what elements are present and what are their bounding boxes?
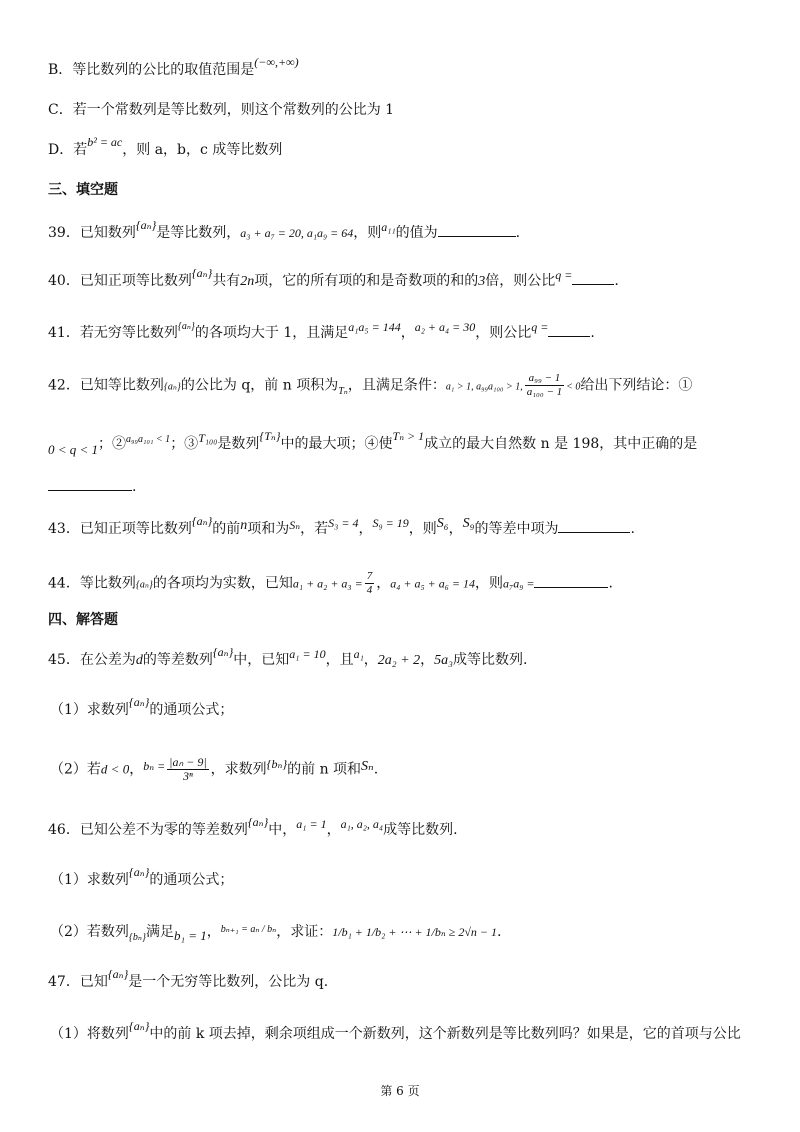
math-expr: (−∞,+∞) (254, 55, 299, 69)
math-expr: {aₙ} (135, 218, 157, 232)
question-number: 41． (48, 325, 80, 341)
text: ， (358, 521, 373, 537)
question-47 (48, 967, 760, 992)
math-expr: {aₙ} (163, 381, 181, 393)
math-expr: {aₙ} (128, 865, 150, 879)
math-expr: 0 < q < 1 (48, 442, 99, 457)
text: 的等差数列 (142, 652, 213, 668)
option-text: 若 (73, 142, 88, 158)
question-number: 44． (48, 575, 80, 592)
math-expr: a₄ + a₅ + a₆ = 14 (390, 576, 476, 591)
question-46-part-1 (50, 865, 760, 890)
text: . (590, 325, 595, 341)
text: （1）将数列 (50, 1026, 129, 1042)
math-expr: bₙ = (143, 758, 166, 773)
answer-blank[interactable] (438, 222, 516, 237)
text: 成等比数列. (383, 822, 458, 838)
math-expr: Sₙ (289, 518, 301, 532)
text: 共有 (212, 273, 241, 289)
math-expr: a₁ > 1, a₉₉a₁₀₀ > 1, (445, 381, 523, 393)
math-expr: 2n (240, 274, 255, 289)
math-expr: {aₙ} (107, 967, 129, 981)
text: ， (206, 924, 221, 940)
text: 中的前 k 项去掉，剩余项组成一个新数列，这个新数列是等比数列吗？如果是，它的首项与公比 (149, 1026, 741, 1042)
text: 在公差为 (79, 652, 136, 668)
math-expr: bₙ₊₁ = aₙ / bₙ (220, 924, 277, 935)
text: 等比数列 (79, 575, 136, 592)
text: 中，已知 (233, 652, 290, 668)
text: ， (420, 652, 435, 668)
text: 给出下列结论：① (580, 377, 693, 394)
page-footer: 第 6 页 (380, 1084, 420, 1098)
text: 是等比数列， (156, 225, 241, 241)
text: 的等差中项为 (474, 521, 559, 537)
answer-blank[interactable] (48, 476, 132, 491)
question-46-part-2 (50, 922, 760, 944)
text: 的各项均大于 1，且满足 (194, 325, 349, 341)
math-expr: 2a₂ + 2 (377, 653, 421, 668)
text: 是一个无穷等比数列，公比为 q. (128, 974, 329, 990)
math-expr: S₆ (436, 516, 449, 531)
text: 已知等比数列 (79, 377, 164, 394)
math-expr: {aₙ} (177, 321, 195, 332)
text: 的公比为 q，前 n 项积为 (180, 377, 339, 394)
text: ， (363, 652, 378, 668)
question-45-part-2 (50, 756, 760, 783)
text: ， (400, 325, 415, 341)
text: 成等比数列. (452, 652, 528, 668)
question-40 (48, 266, 760, 292)
math-expr: a₇a₉ = (503, 576, 535, 591)
section-heading: 四、解答题 (48, 612, 118, 628)
math-expr: q = (531, 320, 549, 334)
text: （2）若数列 (50, 924, 129, 940)
fraction-denominator: 4 (366, 584, 373, 596)
question-47-part-1 (50, 1019, 760, 1044)
fraction (167, 756, 208, 783)
text: . (497, 924, 502, 940)
math-expr: a₁ = 1 (296, 817, 327, 831)
option-text: ，则 a，b，c 成等比数列 (122, 142, 283, 158)
option-c (48, 100, 760, 120)
answer-blank[interactable] (548, 322, 590, 337)
text: ，若 (300, 521, 329, 537)
text: . (614, 273, 619, 289)
math-expr: a₉₉a₁₀₁ < 1 (126, 434, 171, 445)
question-number: 47． (48, 974, 80, 990)
math-expr: {aₙ} (247, 815, 269, 829)
question-number: 40． (48, 273, 80, 289)
math-expr: 5a₃ (434, 653, 453, 668)
fraction (525, 372, 564, 399)
math-expr: < 0 (566, 381, 581, 393)
question-41 (48, 322, 760, 345)
math-expr: 1/b₁ + 1/b₂ + ⋯ + 1/bₙ ≥ 2√n − 1 (332, 925, 498, 939)
section-heading: 三、填空题 (48, 182, 118, 198)
math-expr: a₂ + a₄ = 30 (414, 320, 476, 334)
math-expr: {Tₙ} (259, 429, 281, 443)
option-text: 等比数列的公比的取值范围是 (72, 62, 255, 78)
option-label: D． (48, 142, 74, 158)
question-number: 45． (48, 652, 80, 668)
math-expr: {aₙ} (191, 266, 213, 280)
fraction-numerator: 7 (366, 570, 373, 582)
text: ，则公比 (475, 325, 532, 341)
option-text: 若一个常数列是等比数列，则这个常数列的公比为 1 (72, 102, 395, 118)
math-expr: 3 (478, 274, 486, 289)
math-expr: Sₙ (361, 758, 374, 774)
text: . (630, 521, 635, 537)
question-42-line-2 (48, 429, 760, 457)
math-expr: {aₙ} (212, 645, 234, 659)
math-expr: a₁₁ (381, 220, 396, 234)
text: 的前 (212, 521, 241, 537)
text: ，求证： (276, 924, 333, 940)
fraction-numerator: |aₙ − 9| (169, 755, 207, 769)
math-expr: {aₙ} (128, 1019, 150, 1033)
math-expr: Tₙ > 1 (392, 429, 425, 443)
text: ， (129, 761, 144, 778)
math-expr: S₉ = 19 (372, 516, 409, 530)
text: （2）若 (50, 761, 101, 778)
text: ， (376, 575, 391, 592)
question-number: 42． (48, 377, 80, 394)
text: 已知数列 (79, 225, 136, 241)
text: ，则 (408, 521, 437, 537)
text: 的前 n 项和 (287, 761, 362, 778)
math-expr: d (135, 653, 143, 668)
math-expr: {bₙ} (128, 932, 146, 943)
math-expr: S₃ = 4 (328, 516, 359, 530)
text: 若无穷等比数列 (79, 325, 178, 341)
text: （1）求数列 (50, 872, 129, 888)
answer-blank[interactable] (572, 270, 614, 285)
option-d (48, 135, 760, 160)
text: ；② (98, 436, 127, 452)
question-45 (48, 645, 760, 671)
text: 项，它的所有项的和是奇数项的和的 (254, 273, 479, 289)
math-expr: n (240, 518, 248, 533)
fraction-denominator: a₁₀₀ − 1 (526, 386, 563, 398)
math-expr: {aₙ} (135, 579, 153, 591)
text: . (132, 479, 137, 495)
math-expr: a₁, a₂, a₄ (340, 817, 384, 831)
math-expr: a₁ + a₂ + a₃ = (292, 576, 363, 591)
fraction (365, 570, 375, 597)
text: 的值为 (395, 225, 438, 241)
question-44 (48, 570, 760, 597)
math-expr: b₁ = 1 (173, 928, 207, 943)
text: ，则 (353, 225, 382, 241)
answer-blank[interactable] (558, 518, 630, 533)
text: 是数列 (217, 436, 260, 452)
math-expr: {bₙ} (266, 756, 288, 771)
text: 成立的最大自然数 n 是 198，其中正确的是 (424, 436, 698, 452)
option-label: B． (48, 62, 73, 78)
text: 倍，则公比 (485, 273, 556, 289)
question-46 (48, 815, 760, 840)
text: 中， (268, 822, 297, 838)
text: ，且满足条件： (347, 377, 446, 394)
text: ，且 (325, 652, 354, 668)
text: 满足 (145, 924, 174, 940)
question-45-part-1 (50, 695, 760, 720)
text: ， (448, 521, 463, 537)
math-expr: T₁₀₀ (198, 431, 218, 445)
fraction-denominator: 3ⁿ (183, 769, 193, 783)
math-expr: {aₙ} (128, 695, 150, 709)
text: . (373, 761, 379, 778)
answer-blank[interactable] (534, 573, 608, 588)
text: 的通项公式； (149, 872, 234, 888)
text: ， (326, 822, 341, 838)
text: ；③ (170, 436, 199, 452)
question-39 (48, 218, 760, 243)
math-expr: d < 0 (100, 761, 130, 777)
math-expr: a₃ + a₇ = 20, a₁a₉ = 64 (240, 226, 354, 240)
question-42 (48, 372, 760, 399)
question-42-line-3 (48, 476, 760, 497)
math-expr: {aₙ} (191, 514, 213, 528)
text: 中的最大项；④使 (280, 436, 393, 452)
text: 已知正项等比数列 (79, 521, 192, 537)
math-expr: a₁a₅ = 144 (348, 320, 401, 334)
text: 已知公差不为零的等差数列 (79, 822, 248, 838)
math-expr: a₁ = 10 (289, 647, 326, 661)
question-43 (48, 514, 760, 540)
text: ，则 (475, 575, 504, 592)
math-expr: b² = ac (87, 135, 123, 149)
question-number: 39． (48, 225, 80, 241)
fraction-numerator: a₉₉ − 1 (525, 372, 564, 386)
option-b (48, 55, 760, 80)
math-expr: q = (555, 268, 573, 282)
text: 的通项公式； (149, 702, 234, 718)
text: 的各项均为实数，已知 (152, 575, 293, 592)
text: 项和为 (247, 521, 290, 537)
text: ，求数列 (210, 761, 267, 778)
text: . (515, 225, 521, 241)
math-expr: a₁ (353, 647, 364, 661)
text: 已知 (79, 974, 108, 990)
question-number: 46． (48, 822, 80, 838)
question-number: 43． (48, 521, 80, 537)
option-label: C． (48, 102, 73, 118)
text: （1）求数列 (50, 702, 129, 718)
math-expr: S₉ (462, 516, 475, 531)
text: 已知正项等比数列 (79, 273, 192, 289)
math-expr: Tₙ (338, 385, 348, 397)
text: . (608, 575, 613, 592)
